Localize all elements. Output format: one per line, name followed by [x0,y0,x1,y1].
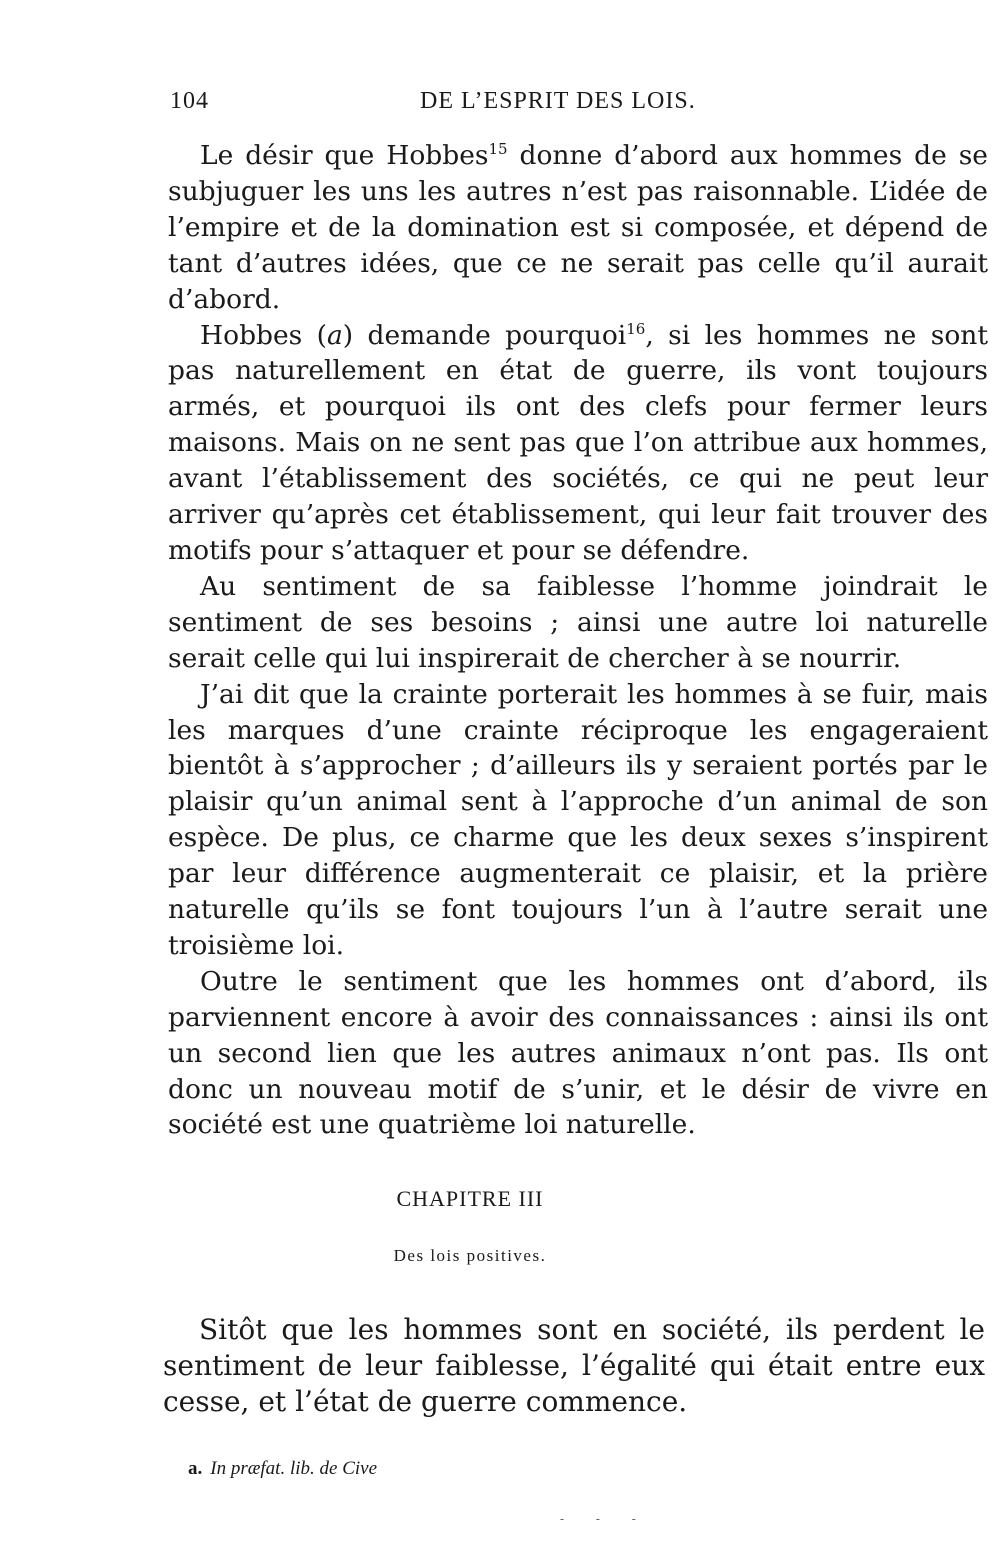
page-number: 104 [170,88,209,114]
text-run: ) demande pourquoi [342,319,627,351]
paragraph-society: Sitôt que les hommes sont en société, ils perdent le sentiment de leur faiblesse, l’égalité qui était entre eux cesse, et l’état de guerre commence. [163,1313,985,1418]
chapter-number: CHAPITRE III [396,1186,544,1211]
running-head [170,88,770,122]
body-text-part1 [168,138,988,1143]
chapter-title: Des lois positives. [393,1246,547,1265]
paragraph-hobbes-desire [168,138,988,318]
note-reference: a [326,319,343,351]
running-title: DE L’ESPRIT DES LOIS. [420,88,696,114]
paragraph-fear: J’ai dit que la crainte porterait les hommes à se fuir, mais les marques d’une crainte réciproque les engageraient bientôt à s’approcher ; d’ailleurs ils y seraient portés par le plaisir qu’un animal sent à l’approche d’un animal de son espèce. De plus, ce charme que les deux sexes s’inspirent par leur différence augmenterait ce plaisir, et la prière naturelle qu’ils se font toujours l’un à l’autre serait une troisième loi. [168,678,988,961]
scan-specks: - - - [560,1512,650,1526]
paragraph-hobbes-question [168,318,988,569]
paragraph-knowledge: Outre le sentiment que les hommes ont d’abord, ils parviennent encore à avoir des connaissances : ainsi ils ont un second lien que les autres animaux n’ont pas. Ils ont donc un nouveau motif de s’unir, et le désir de vivre en société est une quatrième loi naturelle. [168,965,988,1141]
text-run: , si les hommes ne sont pas naturellement en état de guerre, ils vont toujours armés, et pourquoi ils ont des clefs pour fermer leurs maisons. Mais on ne sent pas que l’on attribue aux hommes, avant l’établissement des sociétés, ce qui ne peut leur arriver qu’après cet établissement, qui leur fait trouver des motifs pour s’attaquer et pour se défendre. [168,319,988,566]
footnote-label: a. [188,1458,203,1479]
text-run: donne d’abord aux hommes de se subjuguer les uns les autres n’est pas raisonnable. L’idée de l’empire et de la domination est si composée, et dépend de tant d’autres idées, que ce ne serait pas celle qu’il aurait d’abord. [168,140,988,315]
body-text-part2 [163,1312,985,1420]
footnote-marker: 15 [488,140,508,159]
text-run: Hobbes ( [200,319,327,351]
paragraph-needs: Au sentiment de sa faiblesse l’homme joindrait le sentiment de ses besoins ; ainsi une autre loi naturelle serait celle qui lui inspirerait de chercher à se nourrir. [168,570,988,674]
footnote-marker: 16 [626,319,646,338]
footnote [188,1458,688,1480]
text-run: Le désir que Hobbes [200,140,489,171]
footnote-text: In præfat. lib. de Cive [210,1458,378,1479]
